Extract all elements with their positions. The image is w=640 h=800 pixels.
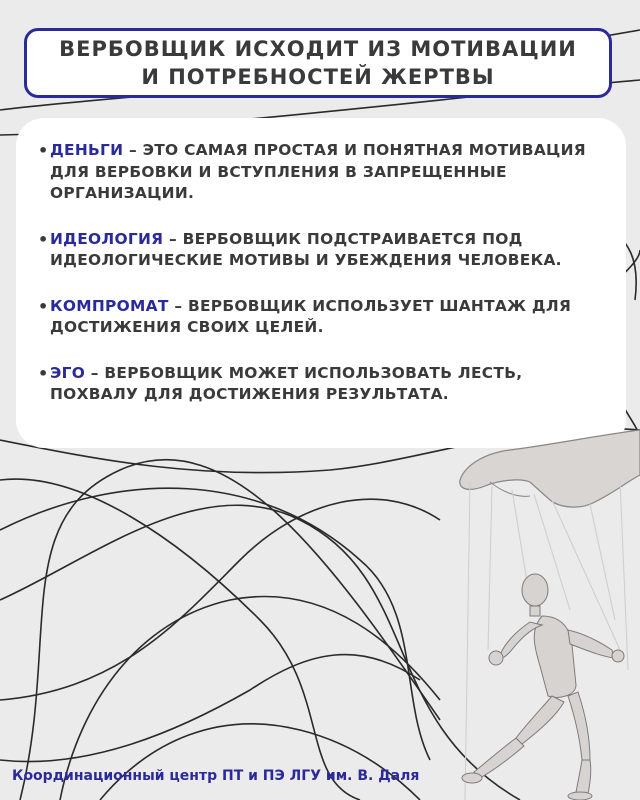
bullet: • (38, 296, 49, 316)
keyword-kompromat: КОМПРОМАТ (50, 296, 169, 315)
list-item-money (38, 140, 608, 205)
list-item-ego (38, 363, 608, 406)
title-line-2: И ПОТРЕБНОСТЕЙ ЖЕРТВЫ (141, 65, 495, 89)
keyword-ego: ЭГО (50, 363, 86, 382)
marionette-illustration (430, 420, 640, 800)
content-panel (16, 118, 626, 448)
footer-credit: Координационный центр ПТ и ПЭ ЛГУ им. В. Даля (12, 768, 420, 784)
title-line-1: ВЕРБОВЩИК ИСХОДИТ ИЗ МОТИВАЦИИ (59, 37, 577, 61)
keyword-money: ДЕНЬГИ (50, 141, 124, 159)
bullet: • (38, 141, 49, 160)
bullet: • (38, 363, 49, 383)
keyword-ideology: ИДЕОЛОГИЯ (50, 229, 164, 248)
list-item-text (50, 229, 608, 272)
title-box (24, 28, 612, 98)
description: – ВЕРБОВЩИК МОЖЕТ ИСПОЛЬЗОВАТЬ ЛЕСТЬ, ПОХВАЛУ ДЛЯ ДОСТИЖЕНИЯ РЕЗУЛЬТАТА. (50, 363, 523, 403)
hand-icon (460, 430, 640, 507)
list-item-text (50, 140, 608, 205)
description: – ВЕРБОВЩИК ПОДСТРАИВАЕТСЯ ПОД ИДЕОЛОГИЧЕСКИЕ МОТИВЫ И УБЕЖДЕНИЯ ЧЕЛОВЕКА. (50, 229, 562, 269)
bullet: • (38, 229, 49, 249)
description: – ВЕРБОВЩИК ИСПОЛЬЗУЕТ ШАНТАЖ ДЛЯ ДОСТИЖЕНИЯ СВОИХ ЦЕЛЕЙ. (50, 296, 572, 336)
list-item-ideology (38, 229, 608, 272)
description: – ЭТО САМАЯ ПРОСТАЯ И ПОНЯТНАЯ МОТИВАЦИЯ ДЛЯ ВЕРБОВКИ И ВСТУПЛЕНИЯ В ЗАПРЕЩЕННЫЕ ОРГАНИЗАЦИИ. (50, 141, 586, 202)
list-item-kompromat (38, 296, 608, 339)
list-item-text (50, 363, 608, 406)
puppet-head-icon (522, 574, 548, 606)
list-item-text (50, 296, 608, 339)
